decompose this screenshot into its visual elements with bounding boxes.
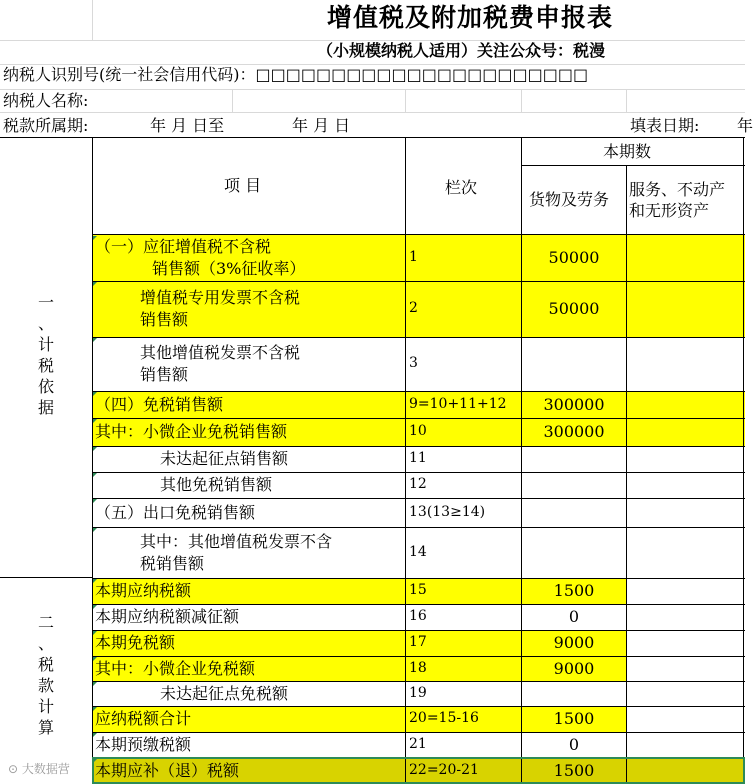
gridline xyxy=(0,112,745,113)
row-separator xyxy=(93,578,745,579)
header-current-period: 本期数 xyxy=(603,142,652,161)
period-from[interactable]: 年 月 日至 xyxy=(150,116,225,135)
cell-comment-marker xyxy=(93,631,97,635)
row-item-label: 其中：小微企业免税额 xyxy=(95,658,256,678)
selected-row-outline xyxy=(92,757,745,784)
row-column-no[interactable]: 11 xyxy=(409,450,427,466)
section-char: 、 xyxy=(37,634,54,653)
table-border-top xyxy=(0,137,745,138)
section-char: 二 xyxy=(37,613,54,632)
row-column-no[interactable]: 16 xyxy=(409,608,427,624)
row-item-label: 其他增值税发票不含税 xyxy=(140,343,301,362)
watermark-text: 大数据营 xyxy=(21,762,70,776)
cell-comment-marker xyxy=(93,282,97,286)
table-border-horizontal xyxy=(93,234,745,235)
highlight-column-no xyxy=(406,235,521,281)
highlight-services xyxy=(627,281,745,337)
row-column-no[interactable]: 12 xyxy=(409,476,427,492)
row-column-no[interactable]: 1 xyxy=(409,249,418,265)
tax-period-label[interactable]: 税款所属期: xyxy=(3,116,89,135)
cell-comment-marker xyxy=(93,419,97,423)
row-column-no[interactable]: 15 xyxy=(409,582,427,598)
section-char: 税 xyxy=(37,356,54,375)
watermark xyxy=(8,762,70,776)
section-separator xyxy=(0,577,92,578)
cell-comment-marker xyxy=(93,236,97,240)
row-item-label: 本期应纳税额减征额 xyxy=(95,607,240,626)
highlight-services xyxy=(627,418,745,446)
report-title: 增值税及附加税费申报表 xyxy=(327,3,614,32)
section-char: 计 xyxy=(37,335,54,354)
cell-comment-marker xyxy=(93,447,97,451)
row-goods-value[interactable]: 300000 xyxy=(543,394,605,414)
header-goods: 货物及劳务 xyxy=(529,190,610,209)
section-char: 、 xyxy=(37,314,54,333)
row-item-label: 本期免税额 xyxy=(95,633,176,652)
row-goods-value[interactable]: 0 xyxy=(568,735,580,754)
row-item-label-cont: 销售额 xyxy=(140,365,189,384)
section-char: 一 xyxy=(37,293,54,312)
row-goods-value[interactable]: 300000 xyxy=(543,422,605,441)
row-separator xyxy=(93,630,745,631)
row-item-label: 其他免税销售额 xyxy=(160,475,273,494)
section-char: 算 xyxy=(37,718,54,737)
row-item-label-cont: 税销售额 xyxy=(140,553,205,573)
header-item: 项 目 xyxy=(224,176,262,195)
section-1-label xyxy=(30,292,62,418)
row-item-label: （五）出口免税销售额 xyxy=(95,502,256,522)
row-goods-value[interactable]: 0 xyxy=(568,607,580,626)
highlight-services xyxy=(627,235,745,281)
row-item-label-cont: 销售额 xyxy=(140,310,189,329)
taxpayer-name-label[interactable]: 纳税人名称: xyxy=(3,91,89,110)
row-separator xyxy=(93,706,745,707)
cell-comment-marker xyxy=(93,338,97,342)
table-border-horizontal xyxy=(521,165,745,166)
row-item-label: 本期应纳税额 xyxy=(95,581,192,600)
gridline xyxy=(92,0,93,40)
row-separator xyxy=(93,681,745,682)
row-separator xyxy=(93,391,745,392)
gridline xyxy=(405,89,406,112)
cell-comment-marker xyxy=(93,605,97,609)
row-item-label: 应纳税额合计 xyxy=(95,709,192,728)
row-item-label: 本期预缴税额 xyxy=(95,735,192,754)
gridline xyxy=(521,89,522,112)
row-separator xyxy=(93,656,745,657)
section-char: 计 xyxy=(37,697,54,716)
row-item-label: 未达起征点销售额 xyxy=(160,449,289,468)
cell-comment-marker xyxy=(93,392,97,396)
highlight-services xyxy=(627,391,745,418)
row-column-no[interactable]: 21 xyxy=(409,736,427,752)
fill-date-tail[interactable]: 年 xyxy=(737,116,753,135)
section-2-text xyxy=(30,612,62,738)
row-column-no[interactable]: 19 xyxy=(409,684,427,701)
row-separator xyxy=(93,472,745,473)
cell-comment-marker xyxy=(93,657,97,661)
row-column-no[interactable]: 13(13≥14) xyxy=(409,503,486,520)
report-subtitle: （小规模纳税人适用）关注公众号：税漫 xyxy=(317,41,606,60)
section-char: 税 xyxy=(37,655,54,674)
gridline xyxy=(232,89,233,112)
row-column-no[interactable]: 10 xyxy=(409,423,427,439)
section-1-text xyxy=(30,292,62,418)
row-separator xyxy=(93,498,745,499)
row-separator xyxy=(93,337,745,338)
section-char: 款 xyxy=(37,676,54,695)
section-char: 据 xyxy=(37,398,54,417)
row-goods-value[interactable]: 50000 xyxy=(548,299,600,318)
row-goods-value[interactable]: 50000 xyxy=(548,248,600,267)
cell-comment-marker xyxy=(93,499,97,503)
row-column-no[interactable]: 9=10+11+12 xyxy=(409,395,507,412)
row-goods-value[interactable]: 1500 xyxy=(553,709,595,728)
row-column-no[interactable]: 22=20-21 xyxy=(409,762,479,778)
row-goods-value[interactable]: 1500 xyxy=(553,761,595,780)
period-to[interactable]: 年 月 日 xyxy=(292,116,351,135)
cell-comment-marker xyxy=(93,707,97,711)
gridline xyxy=(626,89,627,112)
row-separator xyxy=(93,446,745,447)
table-border-vertical xyxy=(626,165,627,784)
row-item-label: （四）免税销售额 xyxy=(95,394,224,414)
row-item-label: 其中：其他增值税发票不含 xyxy=(140,531,333,551)
cell-comment-marker xyxy=(93,528,97,532)
cell-comment-marker xyxy=(93,579,97,583)
row-column-no[interactable]: 20=15-16 xyxy=(409,710,479,726)
header-column-no: 栏次 xyxy=(445,178,478,197)
cell-comment-marker xyxy=(93,473,97,477)
row-goods-value[interactable]: 9000 xyxy=(553,658,595,678)
highlight-column-no xyxy=(406,281,521,337)
row-goods-value[interactable]: 9000 xyxy=(553,633,595,652)
row-column-no[interactable]: 3 xyxy=(409,355,418,371)
row-column-no[interactable]: 2 xyxy=(409,300,418,316)
section-char: 依 xyxy=(37,377,54,396)
gridline xyxy=(0,89,745,90)
row-separator xyxy=(93,732,745,733)
header-services-line2: 和无形资产 xyxy=(629,201,710,220)
row-item-label-cont: 销售额（3%征收率） xyxy=(152,259,306,278)
row-column-no[interactable]: 17 xyxy=(409,634,427,650)
taxpayer-id-label[interactable]: 纳税人识别号(统一社会信用代码)：□□□□□□□□□□□□□□□□□□□□□□ xyxy=(3,65,589,84)
cell-comment-marker xyxy=(93,733,97,737)
row-item-label: 增值税专用发票不含税 xyxy=(140,288,301,307)
row-separator xyxy=(93,281,745,282)
section-2-label xyxy=(30,612,62,738)
row-column-no[interactable]: 14 xyxy=(409,543,427,560)
row-goods-value[interactable]: 1500 xyxy=(553,581,595,600)
row-item-label: 未达起征点免税额 xyxy=(160,683,289,703)
logo-icon: ⊙ xyxy=(8,762,22,776)
cell-comment-marker xyxy=(93,682,97,686)
fill-date-label[interactable]: 填表日期: xyxy=(630,116,700,135)
row-item-label: 其中：小微企业免税销售额 xyxy=(95,422,288,441)
row-separator xyxy=(93,418,745,419)
row-item-label: 本期应补（退）税额 xyxy=(95,761,240,780)
row-separator xyxy=(93,527,745,528)
row-separator xyxy=(93,604,745,605)
row-item-label: （一）应征增值税不含税 xyxy=(95,237,272,256)
header-services-line1: 服务、不动产 xyxy=(629,180,726,199)
row-column-no[interactable]: 18 xyxy=(409,659,427,676)
